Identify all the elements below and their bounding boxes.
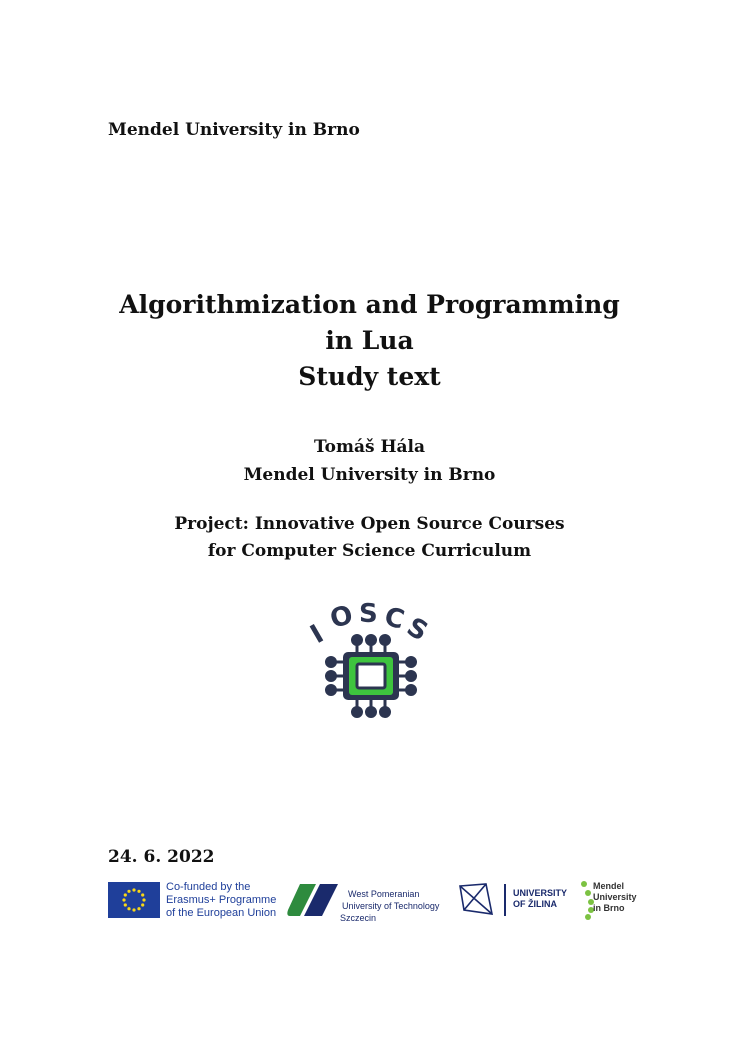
svg-text:I: I — [305, 619, 329, 651]
title-line-2: in Lua — [325, 326, 414, 355]
title-line-3: Study text — [298, 362, 441, 391]
zut-line-2: University of Technology — [342, 901, 440, 911]
author-affiliation: Mendel University in Brno — [243, 465, 496, 485]
uniza-line-2: OF ŽILINA — [513, 899, 557, 909]
mendel-dots-icon — [580, 880, 594, 920]
publication-date: 24. 6. 2022 — [108, 847, 215, 867]
project-line-2: for Computer Science Curriculum — [207, 541, 532, 561]
svg-text:S: S — [401, 612, 433, 648]
uniza-line-1: UNIVERSITY — [513, 888, 568, 898]
institution-header: Mendel University in Brno — [108, 120, 360, 140]
author-name: Tomáš Hála — [313, 437, 426, 457]
eu-stars-icon — [108, 882, 160, 918]
erasmus-line-1: Co-funded by the — [166, 881, 251, 893]
erasmus-line-2: Erasmus+ Programme — [166, 894, 277, 906]
uniza-divider — [504, 884, 506, 916]
svg-text:C: C — [381, 601, 408, 636]
zut-text — [342, 888, 439, 924]
svg-text:O: O — [327, 600, 357, 635]
zut-logo-icon — [286, 882, 340, 918]
mendel-line-3: in Brno — [593, 903, 625, 913]
project-line-1: Project: Innovative Open Source Courses — [174, 514, 565, 534]
uniza-text — [513, 888, 567, 910]
erasmus-line-3: of the European Union — [166, 907, 277, 919]
title-line-1: Algorithmization and Programming — [119, 290, 620, 319]
eu-flag-icon — [108, 882, 160, 918]
ioscs-logo — [305, 598, 440, 723]
mendel-text — [593, 881, 637, 914]
erasmus-text — [166, 881, 276, 920]
zut-line-3: Szczecin — [340, 913, 377, 923]
zut-line-1: West Pomeranian — [348, 889, 420, 899]
mendel-line-1: Mendel — [593, 881, 625, 891]
mendel-line-2: University — [593, 892, 637, 902]
uniza-logo-icon — [456, 880, 496, 920]
svg-text:S: S — [359, 599, 378, 629]
microchip-icon — [327, 636, 416, 717]
